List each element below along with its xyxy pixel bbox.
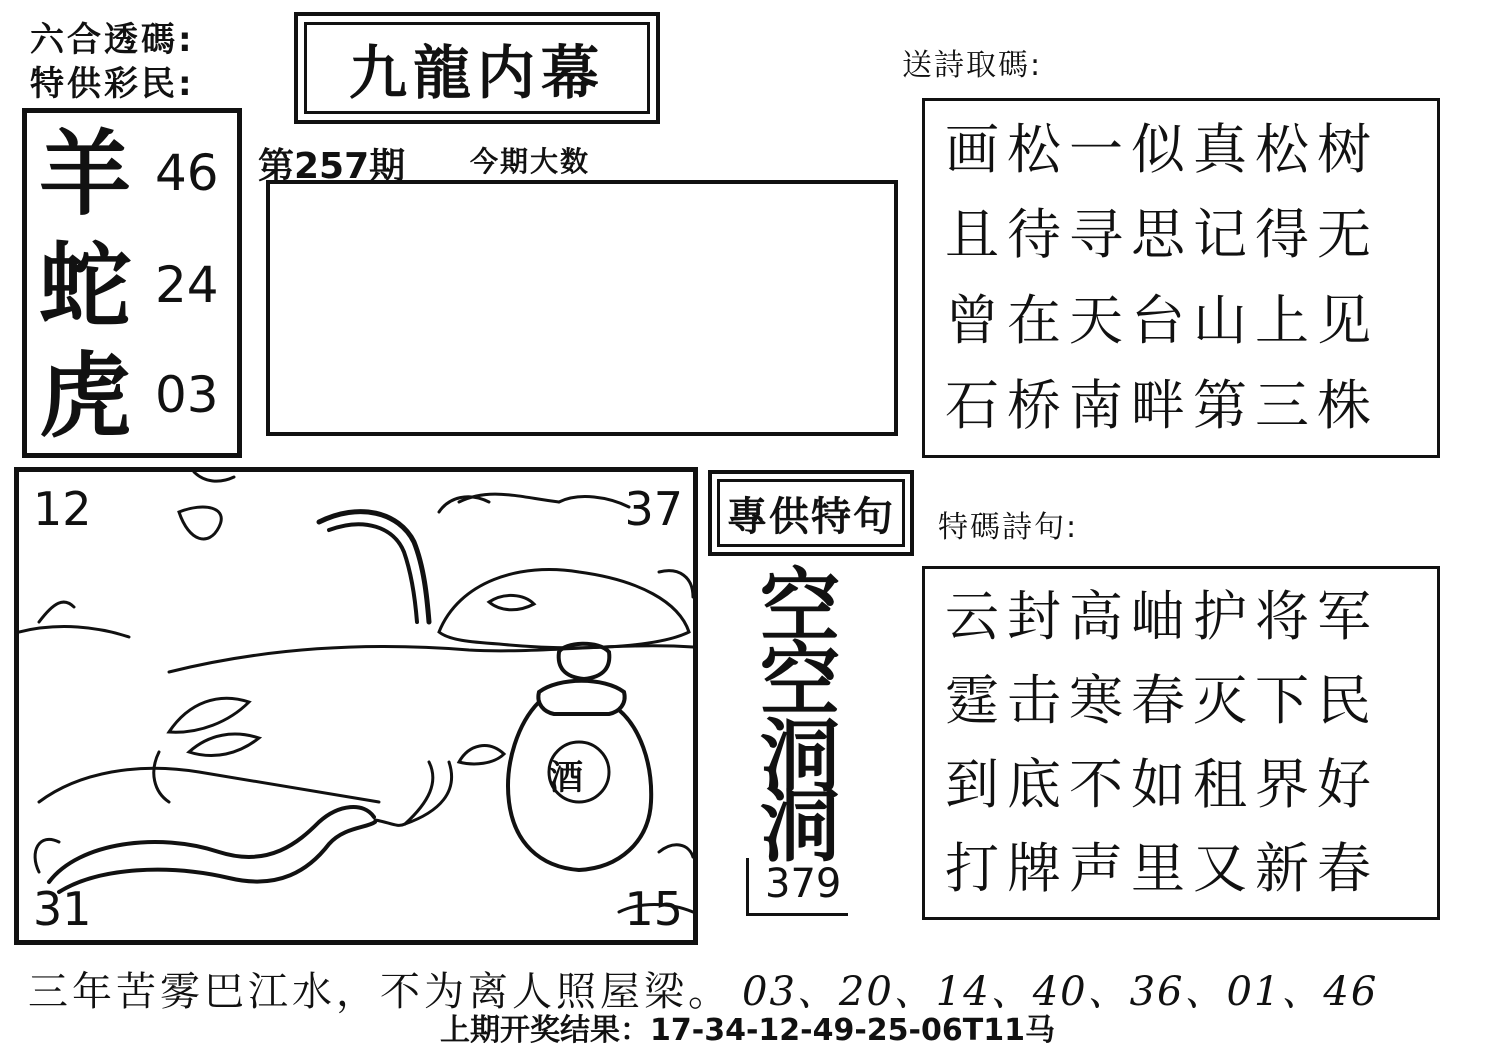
special-title: 專供特句 — [717, 479, 905, 547]
zodiac-char: 虎 — [39, 342, 132, 450]
special-title-frame — [708, 470, 914, 556]
title-frame — [294, 12, 660, 124]
issue-number: 第257期 — [258, 146, 406, 187]
zodiac-row — [27, 119, 237, 229]
jar-label: 酒 — [549, 758, 583, 798]
poem-2-box — [922, 566, 1440, 920]
zodiac-row — [27, 341, 237, 451]
bottom-verse: 三年苦雾巴江水，不为离人照屋梁。 — [28, 969, 732, 1015]
zodiac-char: 蛇 — [39, 232, 132, 340]
poem-1-label: 送詩取碼: — [902, 48, 1043, 83]
big-number-label: 今期大数 — [470, 145, 591, 178]
header-line-2: 特供彩民: — [30, 64, 195, 104]
poem-line: 霆击寒春灭下民 — [945, 669, 1379, 732]
poem-line: 到底不如租界好 — [945, 753, 1379, 816]
poem-line: 且待寻思记得无 — [945, 203, 1379, 267]
zodiac-number: 24 — [155, 256, 219, 314]
last-result: 上期开奖结果：17-34-12-49-25-06T11马 — [440, 1013, 1055, 1048]
corner-number-top-left: 12 — [33, 482, 92, 536]
poem-line: 石桥南畔第三株 — [945, 374, 1379, 438]
special-vertical-char: 洞 — [760, 779, 840, 873]
special-code: 379 — [746, 858, 848, 916]
poem-1-box — [922, 98, 1440, 458]
corner-number-bottom-right: 15 — [624, 882, 683, 936]
poem-line: 打牌声里又新春 — [945, 837, 1379, 900]
zodiac-row — [27, 231, 237, 341]
illustration-panel — [14, 467, 698, 945]
zodiac-number: 46 — [155, 144, 219, 202]
poem-2-label: 特碼詩句: — [938, 510, 1079, 545]
zodiac-number: 03 — [155, 366, 219, 424]
special-vertical-char: 空 — [760, 559, 840, 653]
page-title: 九龍内幕 — [304, 22, 650, 114]
poem-line: 曾在天台山上见 — [945, 288, 1379, 352]
poem-line: 云封高岫护将军 — [945, 585, 1379, 648]
special-vertical-char: 空 — [760, 633, 840, 727]
snake-wine-illustration — [19, 472, 693, 940]
bottom-verse-line — [28, 960, 1468, 1015]
big-number-box — [266, 180, 898, 436]
header-line-1: 六合透碼: — [30, 20, 195, 60]
zodiac-char: 羊 — [39, 120, 132, 228]
corner-number-bottom-left: 31 — [33, 882, 92, 936]
special-vertical-char: 洞 — [760, 709, 840, 803]
bottom-numbers: 03、20、14、40、36、01、46 — [742, 969, 1379, 1015]
poem-line: 画松一似真松树 — [945, 117, 1379, 181]
corner-number-top-right: 37 — [624, 482, 683, 536]
zodiac-panel — [22, 108, 242, 458]
